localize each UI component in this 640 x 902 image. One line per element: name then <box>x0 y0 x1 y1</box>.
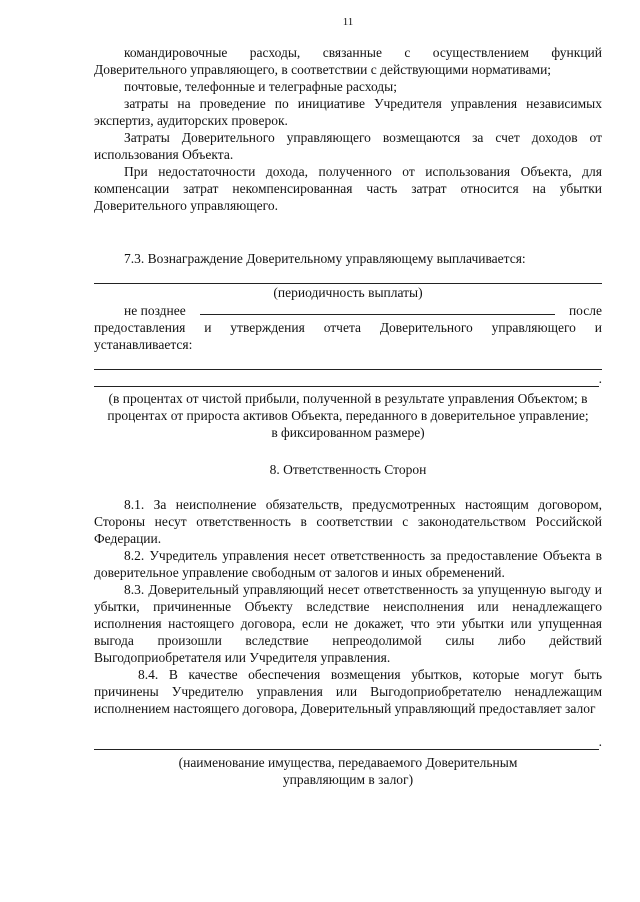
blank-line-period <box>94 267 602 284</box>
not-later-row <box>94 301 602 319</box>
blank-line-deadline <box>200 301 555 315</box>
blank-line-amount-1 <box>94 353 602 370</box>
paragraph-travel-expenses: командировочные расходы, связанные с осуществлением функций Доверительного управляющего, в соответствии с действующими нормативами; <box>94 45 602 77</box>
not-later-label: не позднее <box>124 303 186 318</box>
clause-7-3: 7.3. Вознаграждение Доверительному управляющему выплачивается: <box>124 251 526 266</box>
after-label: после <box>568 303 602 318</box>
paragraph-postal-expenses: почтовые, телефонные и телеграфные расходы; <box>124 79 397 94</box>
blank-line-amount-2: . <box>94 370 602 387</box>
clause-8-1: 8.1. За неисполнение обязательств, предусмотренных настоящим договором, Стороны несут ответственность в соответствии с законодательством Российской Федерации. <box>94 497 602 546</box>
clause-8-3: 8.3. Доверительный управляющий несет ответственность за упущенную выгоду и убытки, причиненные Объекту вследствие неисполнения или ненадлежащего исполнения настоящего договора, если не докажет, что эти убытки или упущенная выгода произошли вследствие непреодолимой силы либо действий Выгодоприобретателя или Учредителя управления. <box>94 582 602 665</box>
caption-period: (периодичность выплаты) <box>273 285 423 300</box>
clause-8-2: 8.2. Учредитель управления несет ответственность за предоставление Объекта в доверительное управление свободным от залогов и иных обременений. <box>94 548 602 580</box>
blank-line-pledge: . <box>94 733 602 750</box>
paragraph-cost-reimbursement: Затраты Доверительного управляющего возмещаются за счет доходов от использования Объекта. <box>94 130 602 162</box>
section-8-heading: 8. Ответственность Сторон <box>269 462 427 477</box>
clause-8-4: 8.4. В качестве обеспечения возмещения убытков, которые могут быть причинены Учредителю управления или Выгодоприобретателю ненадлежащим исполнением настоящего договора, Доверительный управляющий предоставляет залог <box>94 667 602 716</box>
page-number: 11 <box>342 16 354 28</box>
clause-7-3-continuation: предоставления и утверждения отчета Доверительного управляющего и устанавливается: <box>94 320 602 352</box>
caption-pledge: (наименование имущества, передаваемого Доверительным управляющим в залог) <box>178 755 518 787</box>
paragraph-expertise-costs: затраты на проведение по инициативе Учредителя управления независимых экспертиз, аудиторских проверок. <box>94 96 602 128</box>
caption-amount: (в процентах от чистой прибыли, полученной в результате управления Объектом; в процентах от прироста активов Объекта, переданного в доверительное управление; в фиксированном размере) <box>107 391 589 440</box>
paragraph-insufficient-income: При недостаточности дохода, полученного от использования Объекта, для компенсации затрат некомпенсированная часть затрат относится на убытки Доверительного управляющего. <box>94 164 602 213</box>
